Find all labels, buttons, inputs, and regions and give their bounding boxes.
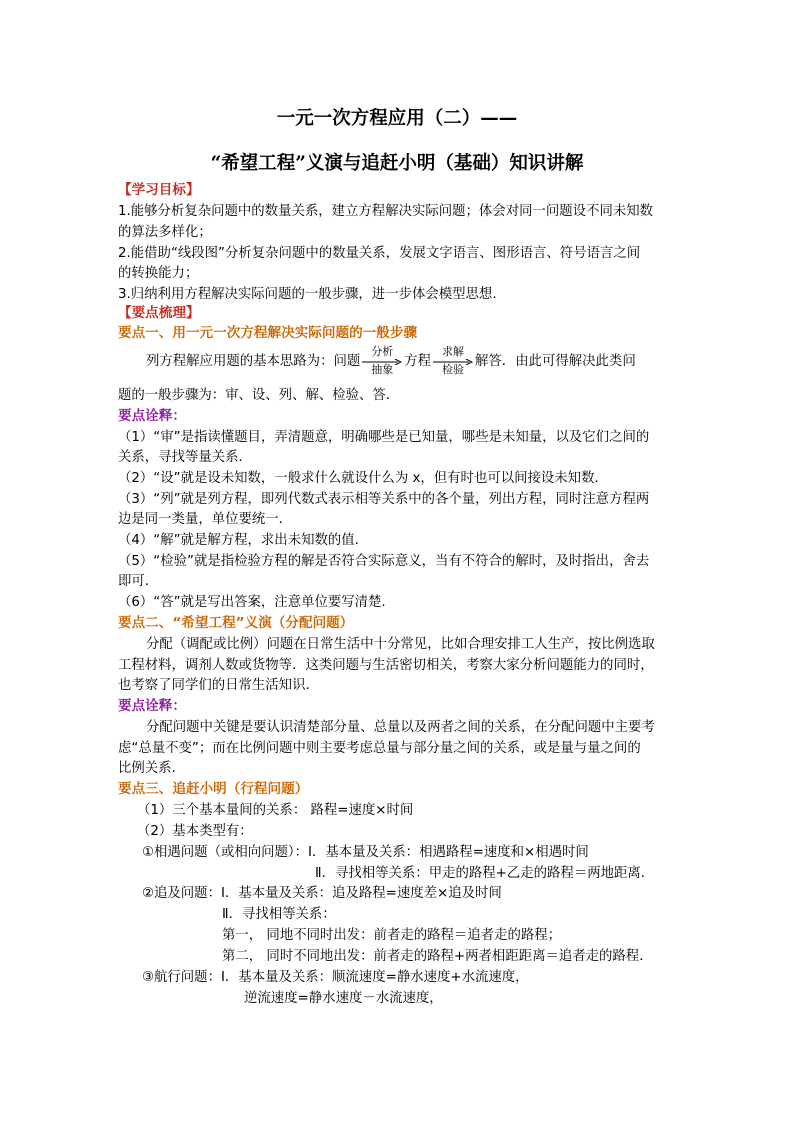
goal-1-line-2: 的算法多样化； [118, 225, 212, 240]
solve-check-arrow: 求解 检验 [433, 346, 473, 376]
three-quantities: （1）三个基本量间的关系： 路程=速度×时间 [137, 803, 414, 818]
chase-problem-line-2: Ⅱ．寻找相等关系： [222, 907, 336, 922]
goal-2-line-2: 的转换能力； [118, 266, 199, 281]
chase-case-2: 第二， 同时不同地出发：前者走的路程+两者相距距离＝追者走的路程． [222, 949, 653, 964]
basic-thinking-text-a: 列方程解应用题的基本思路为：问题 [146, 354, 361, 369]
title-line-2: “希望工程”义演与追赶小明（基础）知识讲解 [210, 153, 584, 174]
basic-thinking-text-b: 方程 [404, 354, 432, 369]
basic-types: （2）基本类型有： [137, 824, 253, 839]
note-1-line-1: （1）“审”是指读懂题目，弄清题意，明确哪些是已知量，哪些是未知量，以及它们之间的 [118, 430, 650, 445]
point-2-note-line-3: 比例关系. [118, 761, 176, 776]
note-3-line-1: （3）“列”就是列方程，即列代数式表示相等关系中的各个量，列出方程，同时注意方程两 [118, 492, 650, 507]
note-5-line-2: 即可． [118, 574, 159, 589]
meeting-problem-line-2: Ⅱ．寻找相等关系：甲走的路程+乙走的路程＝两地距离． [315, 866, 655, 881]
point-2-note-line-1: 分配问题中关键是要认识清楚部分量、总量以及两者之间的关系，在分配问题中主要考 [146, 720, 655, 735]
note-5-line-1: （5）“检验”就是指检验方程的解是否符合实际意义，当有不符合的解时，及时指出，舍去 [118, 554, 650, 569]
point-3-title: 要点三、追赶小明（行程问题） [118, 781, 309, 797]
note-2: （2）“设”就是设未知数，一般求什么就设什么为 x，但有时也可以间接设未知数． [118, 471, 608, 486]
point-2-title: 要点二、“希望工程”义演（分配问题） [118, 615, 354, 631]
basic-thinking-line [146, 346, 636, 376]
point-2-para-line-3: 也考察了同学们的日常生活知识. [118, 678, 310, 693]
point-2-note-header: 要点诠释： [118, 698, 186, 714]
note-1-line-2: 关系，寻找等量关系． [118, 450, 252, 465]
general-steps: 题的一般步骤为：审、设、列、解、检验、答． [118, 388, 400, 403]
note-4: （4）“解”就是解方程，求出未知数的值. [118, 533, 359, 548]
basic-thinking-text-c: 解答．由此可得解决此类问 [475, 354, 636, 369]
title-line-1: 一元一次方程应用（二）—— [276, 108, 518, 129]
goal-2-line-1: 2.能借助“线段图”分析复杂问题中的数量关系，发展文字语言、图形语言、符号语言之间 [118, 246, 641, 261]
meeting-problem-line-1: ①相遇问题（或相向问题）：Ⅰ．基本量及关系：相遇路程=速度和×相遇时间 [142, 845, 589, 860]
key-points-header: 【要点梳理】 [118, 305, 200, 321]
point-1-note-header: 要点诠释： [118, 408, 186, 424]
note-3-line-2: 边是同一类量，单位要统一． [118, 512, 293, 527]
point-2-para-line-2: 工程材料，调剂人数或货物等．这类问题与生活密切相关，考察大家分析问题能力的同时， [118, 658, 654, 673]
sailing-problem-line-2: 逆流速度=静水速度－水流速度， [244, 991, 443, 1006]
sailing-problem-line-1: ③航行问题：Ⅰ．基本量及关系：顺流速度=静水速度+水流速度， [142, 970, 529, 985]
note-6: （6）“答”就是写出答案，注意单位要写清楚. [118, 595, 386, 610]
goal-1-line-1: 1.能够分析复杂问题中的数量关系，建立方程解决实际问题；体会对同一问题设不同未知数 [118, 204, 654, 219]
learning-goals-header: 【学习目标】 [118, 182, 200, 198]
chase-problem-line-1: ②追及问题：Ⅰ．基本量及关系：追及路程=速度差×追及时间 [142, 886, 502, 901]
goal-3: 3.归纳利用方程解决实际问题的一般步骤，进一步体会模型思想. [118, 287, 497, 302]
chase-case-1: 第一， 同地不同时出发：前者走的路程＝追者走的路程； [222, 928, 562, 943]
point-1-title: 要点一、用一元一次方程解决实际问题的一般步骤 [118, 325, 418, 341]
point-2-note-line-2: 虑“总量不变”；而在比例问题中则主要考虑总量与部分量之间的关系，或是量与量之间的 [118, 741, 641, 756]
analyze-abstract-arrow: 分析 抽象 [362, 346, 402, 376]
point-2-para-line-1: 分配（调配或比例）问题在日常生活中十分常见，比如合理安排工人生产，按比例选取 [146, 637, 655, 652]
